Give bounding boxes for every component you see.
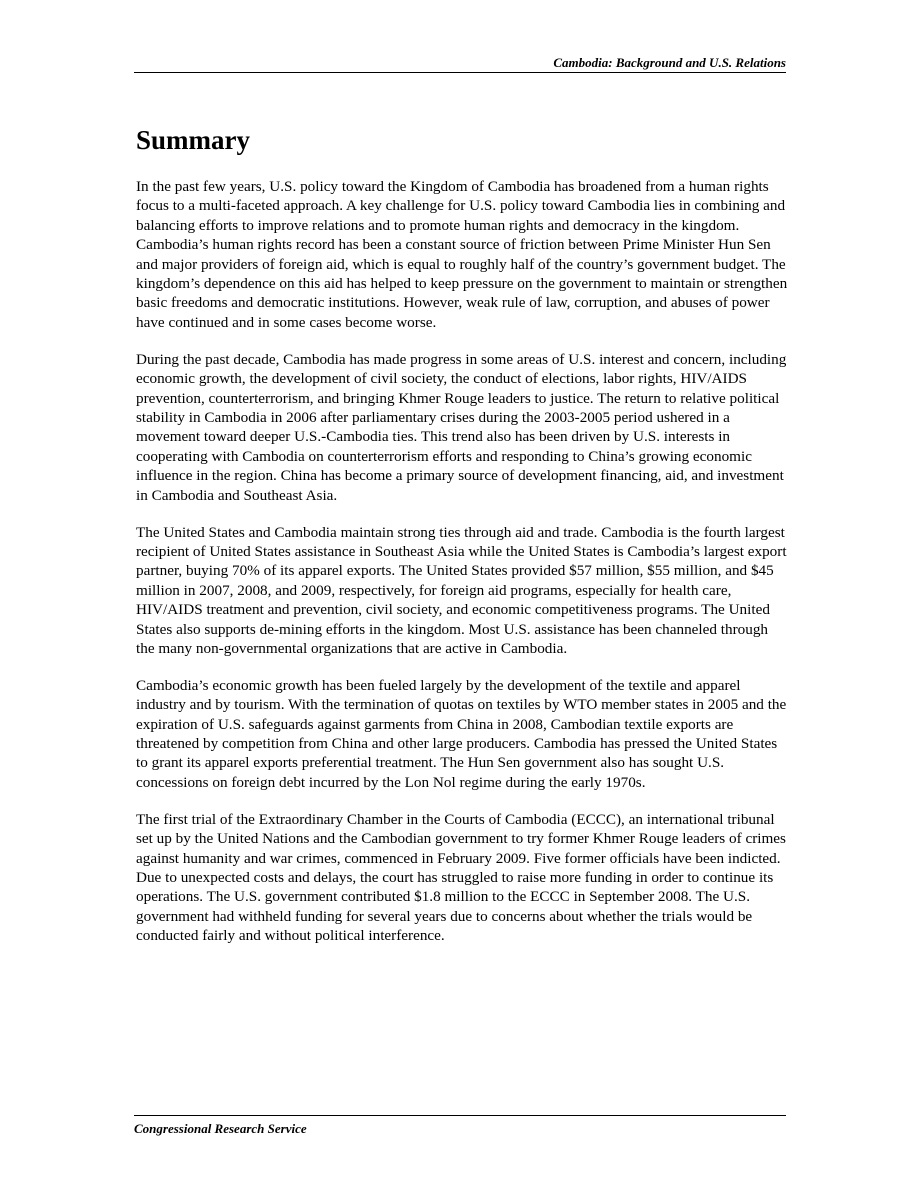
summary-paragraph-2: During the past decade, Cambodia has made progress in some areas of U.S. interest and concern, including economic growth, the development of civil society, the conduct of elections, labor rights, HIV/AIDS prevention, counterterrorism, and bringing Khmer Rouge leaders to justice. The return to relative political stability in Cambodia in 2006 after parliamentary crises during the 2003-2005 period ushered in a movement toward deeper U.S.-Cambodia ties. This trend also has been driven by U.S. interests in cooperating with Cambodia on counterterrorism efforts and responding to China’s growing economic influence in the region. China has become a primary source of development financing, aid, and investment in Cambodia and Southeast Asia.	[136, 350, 787, 504]
section-title: Summary	[136, 125, 250, 155]
summary-body	[136, 177, 788, 963]
summary-paragraph-1: In the past few years, U.S. policy toward the Kingdom of Cambodia has broadened from a human rights focus to a multi-faceted approach. A key challenge for U.S. policy toward Cambodia lies in combining and balancing efforts to improve relations and to promote human rights and democracy in the kingdom. Cambodia’s human rights record has been a constant source of friction between Prime Minister Hun Sen and major providers of foreign aid, which is equal to roughly half of the country’s government budget. The kingdom’s dependence on this aid has helped to keep pressure on the government to maintain or strengthen basic freedoms and democratic institutions. However, weak rule of law, corruption, and abuses of power have continued and in some cases become worse.	[136, 178, 788, 331]
summary-paragraph-3: The United States and Cambodia maintain strong ties through aid and trade. Cambodia is the fourth largest recipient of United States assistance in Southeast Asia while the United States is Cambodia’s largest export partner, buying 70% of its apparel exports. The United States provided $57 million, $55 million, and $45 million in 2007, 2008, and 2009, respectively, for foreign aid programs, especially for health care, HIV/AIDS treatment and prevention, civil society, and economic competitiveness programs. The United States also supports de-mining efforts in the kingdom. Most U.S. assistance has been channeled through the many non-governmental organizations that are active in Cambodia.	[136, 523, 787, 657]
summary-paragraph-4: Cambodia’s economic growth has been fueled largely by the development of the textile and apparel industry and by tourism. With the termination of quotas on textiles by WTO member states in 2005 and the expiration of U.S. safeguards against garments from China in 2008, Cambodian textile exports are threatened by competition from China and other large producers. Cambodia has pressed the United States to grant its apparel exports preferential treatment. The Hun Sen government also has sought U.S. concessions on foreign debt incurred by the Lon Nol regime during the early 1970s.	[136, 676, 787, 791]
summary-paragraph-5: The first trial of the Extraordinary Chamber in the Courts of Cambodia (ECCC), an international tribunal set up by the United Nations and the Cambodian government to try former Khmer Rouge leaders of crimes against humanity and war crimes, commenced in February 2009. Five former officials have been indicted. Due to unexpected costs and delays, the court has struggled to raise more funding in order to continue its operations. The U.S. government contributed $1.8 million to the ECCC in September 2008. The U.S. government had withheld funding for several years due to concerns about whether the trials would be conducted fairly and without political interference.	[136, 810, 786, 945]
page-footer: Congressional Research Service	[134, 1115, 786, 1137]
running-header: Cambodia: Background and U.S. Relations	[134, 55, 786, 73]
